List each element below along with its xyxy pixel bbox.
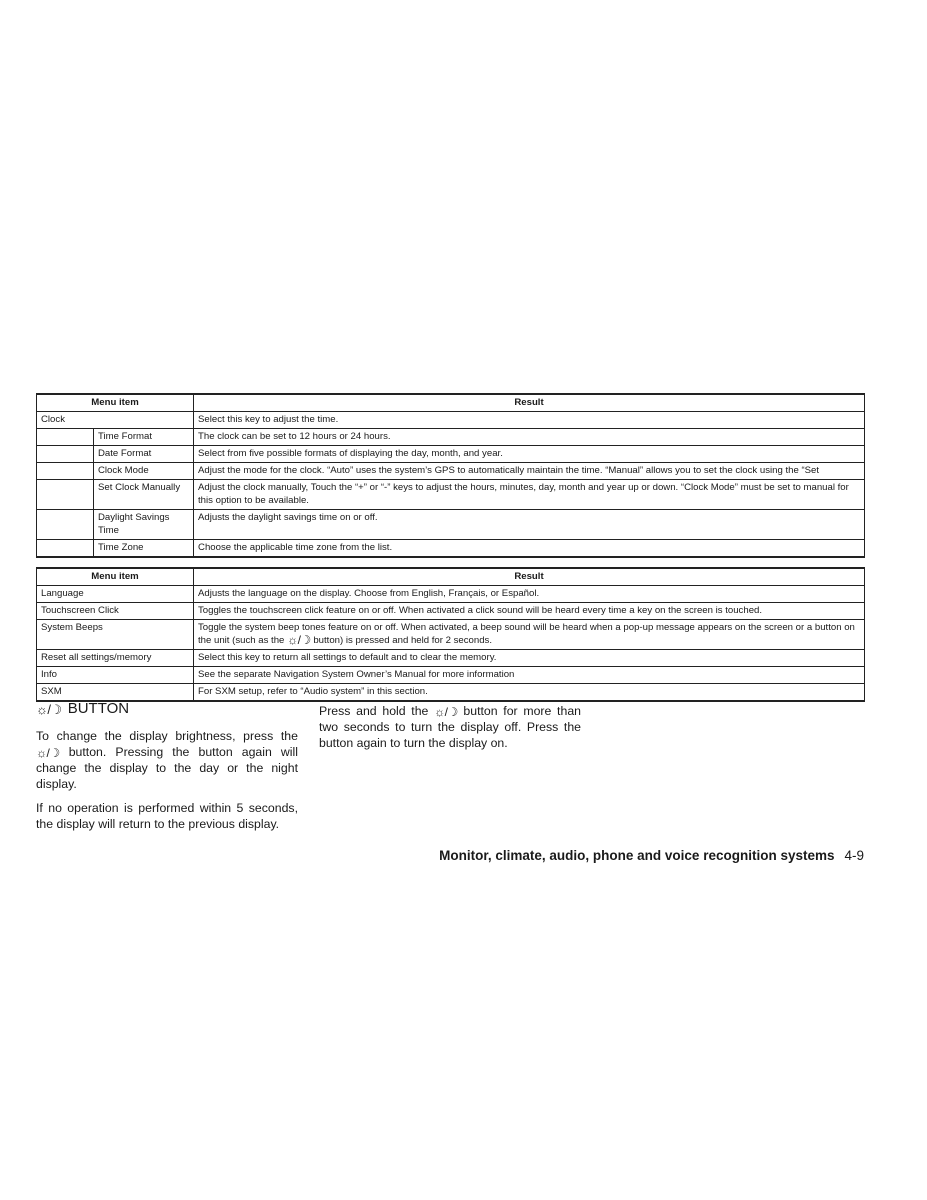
result-text-part2: button) is pressed and held for 2 seconds. [313,635,493,646]
table-row [37,620,865,650]
page-footer [439,848,864,863]
table-row [37,603,865,620]
table-row [37,684,865,702]
left-text-column [36,700,298,840]
system-settings-table [36,567,865,702]
page-number: 4-9 [844,848,864,863]
result-cell: The clock can be set to 12 hours or 24 hours. [194,429,865,446]
clock-settings-table [36,393,865,558]
result-cell: Adjusts the language on the display. Choose from English, Français, or Español. [194,586,865,603]
paragraph-text: Press and hold the [319,704,429,718]
sun-moon-icon: ☼/☽ [287,633,311,647]
result-header: Result [194,394,865,412]
footer-title: Monitor, climate, audio, phone and voice recognition systems [439,848,835,863]
submenu-item-cell: Set Clock Manually [94,480,194,510]
table-row [37,586,865,603]
menu-item-cell: SXM [37,684,194,702]
indent-cell [37,446,94,463]
table-row [37,510,865,540]
table-row [37,540,865,558]
paragraph [319,703,581,751]
result-header: Result [194,568,865,586]
sun-moon-icon: ☼/☽ [434,705,458,719]
result-cell [194,620,865,650]
indent-cell [37,480,94,510]
indent-cell [37,463,94,480]
result-cell: Choose the applicable time zone from the list. [194,540,865,558]
table-row [37,446,865,463]
result-cell: Select this key to return all settings to default and to clear the memory. [194,650,865,667]
menu-item-cell: System Beeps [37,620,194,650]
paragraph-text: button. Pressing the button again will change the display to the day or the night display. [36,745,298,791]
menu-item-cell: Language [37,586,194,603]
result-cell: Adjust the clock manually, Touch the “+” or “-” keys to adjust the hours, minutes, day, month and year up or down. “Clock Mode” must be set to manual for this option to be available. [194,480,865,510]
menu-item-header: Menu item [37,568,194,586]
table-row [37,480,865,510]
section-heading [36,700,298,718]
sun-moon-icon: ☼/☽ [36,746,60,760]
paragraph: If no operation is performed within 5 seconds, the display will return to the previous display. [36,801,298,831]
submenu-item-cell: Time Format [94,429,194,446]
result-cell: Select this key to adjust the time. [194,412,865,429]
paragraph [36,728,298,792]
submenu-item-cell: Daylight Savings Time [94,510,194,540]
result-cell: Adjusts the daylight savings time on or off. [194,510,865,540]
submenu-item-cell: Clock Mode [94,463,194,480]
table-row [37,650,865,667]
menu-item-cell: Info [37,667,194,684]
result-cell: See the separate Navigation System Owner’s Manual for more information [194,667,865,684]
menu-item-cell: Touchscreen Click [37,603,194,620]
section-heading-text: BUTTON [67,700,130,717]
indent-cell [37,540,94,558]
menu-item-header: Menu item [37,394,194,412]
submenu-item-cell: Time Zone [94,540,194,558]
menu-item-cell: Clock [37,412,194,429]
table-row [37,667,865,684]
menu-item-cell: Reset all settings/memory [37,650,194,667]
submenu-item-cell: Date Format [94,446,194,463]
table-row [37,412,865,429]
right-text-column [319,703,581,751]
paragraph-text: button for more than two seconds to turn the display off. Press the button again to turn the display on. [319,704,581,750]
indent-cell [37,429,94,446]
indent-cell [37,510,94,540]
table-header-row [37,568,865,586]
table-header-row [37,394,865,412]
result-cell: For SXM setup, refer to “Audio system” in this section. [194,684,865,702]
paragraph-text: To change the display brightness, press the [36,729,298,743]
table-row [37,429,865,446]
result-cell: Toggles the touchscreen click feature on or off. When activated a click sound will be heard every time a key on the screen is touched. [194,603,865,620]
table-row [37,463,865,480]
result-text-part1: Toggle the system beep tones feature on or off. When activated, a beep sound will be heard when a pop-up message appears on the screen or a button on the unit (such as the [198,622,855,646]
result-cell: Select from five possible formats of displaying the day, month, and year. [194,446,865,463]
result-cell: Adjust the mode for the clock. “Auto” uses the system’s GPS to automatically maintain the time. “Manual” allows you to set the clock using the “Set [194,463,865,480]
sun-moon-icon: ☼/☽ [36,702,62,717]
